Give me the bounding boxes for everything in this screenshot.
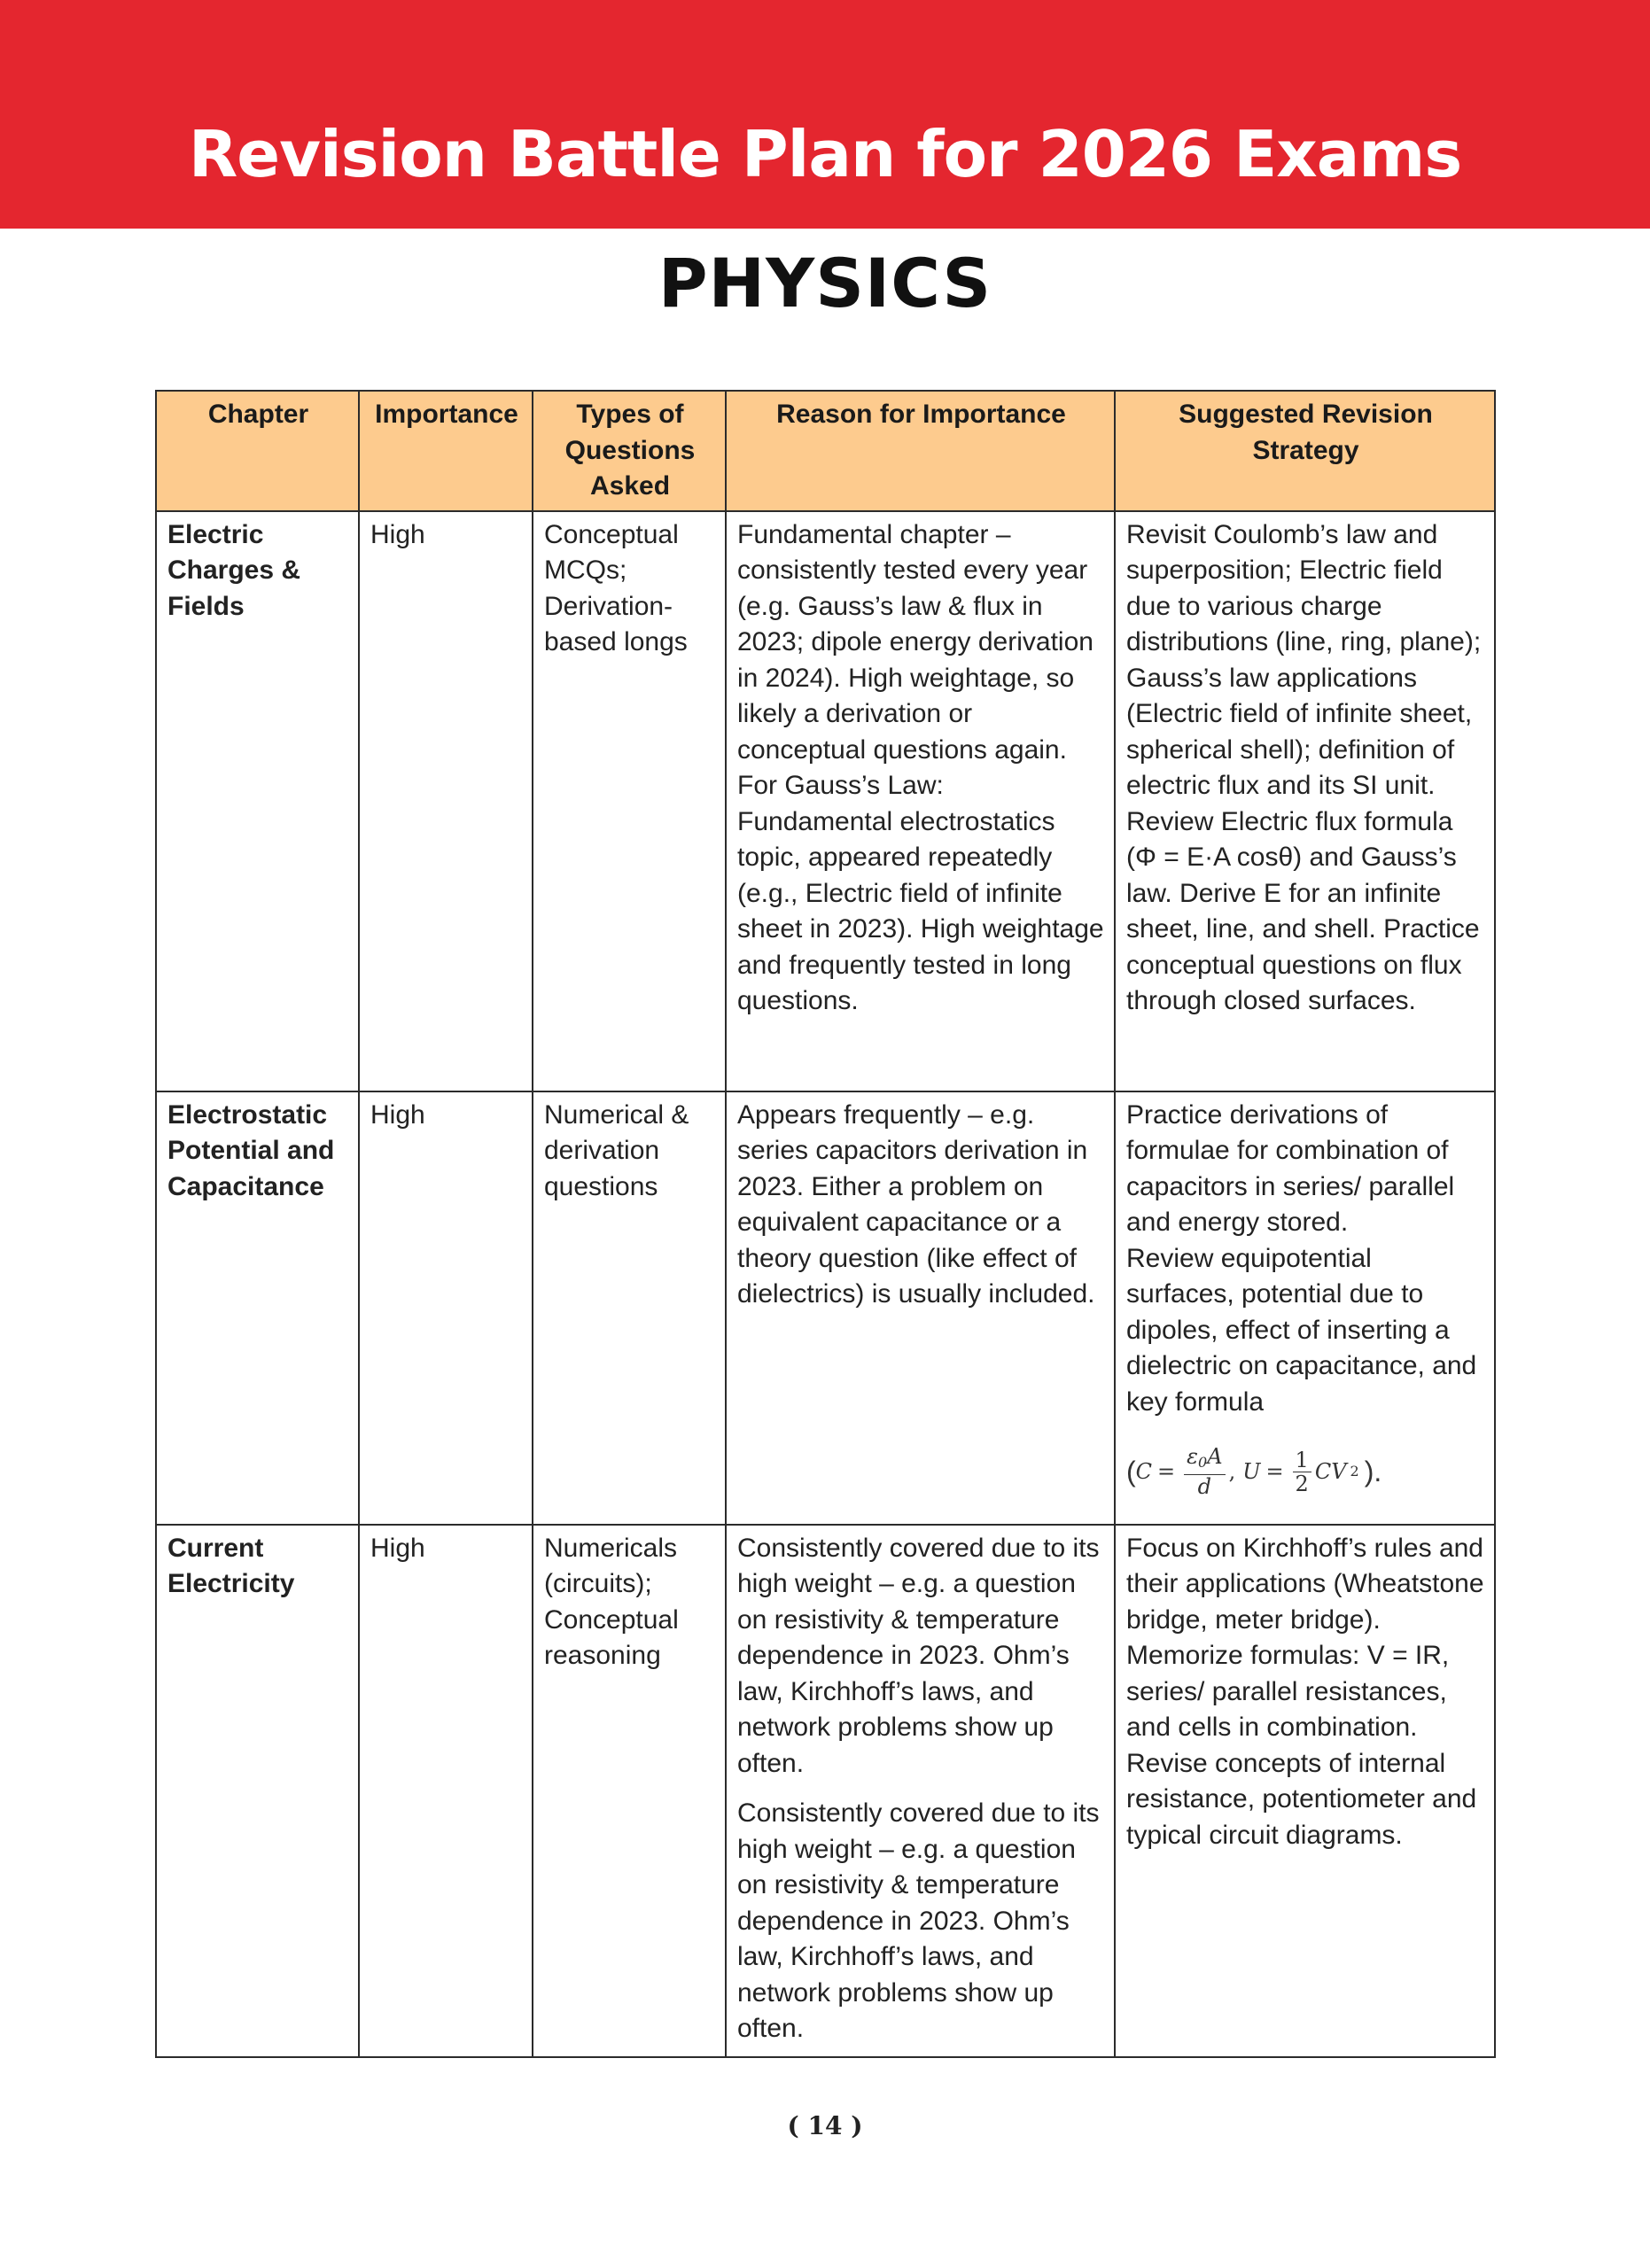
title-banner — [0, 0, 1650, 229]
column-header-chapter: Chapter — [156, 391, 359, 511]
reason-cell — [726, 1091, 1115, 1525]
subject-heading: PHYSICS — [658, 244, 992, 322]
strategy-paragraph: Revise concepts of internal resistance, potentiometer and typical circuit diagrams. — [1126, 1748, 1477, 1850]
strategy-paragraph: Focus on Kirchhoff’s rules and their applications (Wheatstone bridge, meter bridge). Memorize formulas: V = IR, series/ parallel resistances, and cells in combination. — [1126, 1533, 1484, 1742]
fraction: $\frac{1}{2}$ — [1293, 1449, 1311, 1495]
chapter-cell: Current Electricity — [156, 1525, 359, 2057]
table-header-row — [156, 391, 1495, 511]
question-types-cell: Conceptual MCQs; Derivation-based longs — [533, 511, 726, 1091]
strategy-cell — [1115, 1525, 1495, 2057]
reason-cell — [726, 1525, 1115, 2057]
reason-paragraph: Appears frequently – e.g. series capacitors derivation in 2023. Either a problem on equivalent capacitance or a theory question (like effect of dielectrics) is usually included. — [737, 1099, 1095, 1309]
chapter-cell: Electric Charges & Fields — [156, 511, 359, 1091]
importance-cell: High — [359, 1525, 533, 2057]
chapter-cell: Electrostatic Potential and Capacitance — [156, 1091, 359, 1525]
question-types-cell: Numericals (circuits); Conceptual reasoning — [533, 1525, 726, 2057]
strategy-cell — [1115, 1091, 1495, 1525]
strategy-paragraph: Review Electric flux formula (Φ = E·A cosθ) and Gauss’s law. Derive E for an infinite sheet, line, and shell. Practice conceptual questions on flux through closed surfaces. — [1126, 806, 1480, 1015]
reason-paragraph: For Gauss’s Law: Fundamental electrostatics topic, appeared repeatedly (e.g., Electric field of infinite sheet in 2023). High weightage and frequently tested in long questions. — [737, 771, 1104, 1015]
importance-cell: High — [359, 511, 533, 1091]
table-row — [156, 1525, 1495, 2057]
reason-cell — [726, 511, 1115, 1091]
revision-plan-table — [155, 390, 1496, 2058]
page-number: ( 14 ) — [787, 2111, 863, 2140]
strategy-paragraph: Revisit Coulomb’s law and superposition; Electric field due to various charge distributions (line, ring, plane); Gauss’s law applications (Electric field of infinite sheet, spherical shell); definition of electric flux and its SI unit. — [1126, 519, 1482, 800]
strategy-paragraph: Practice derivations of formulae for combination of capacitors in series/ parallel and energy stored. — [1126, 1099, 1455, 1237]
table-row — [156, 511, 1495, 1091]
strategy-paragraph: Review equipotential surfaces, potential due to dipoles, effect of inserting a dielectric on capacitance, and key formula — [1126, 1243, 1477, 1417]
reason-paragraph: Consistently covered due to its high weight – e.g. a question on resistivity & temperature dependence in 2023. Ohm’s law, Kirchhoff’s laws, and network problems show up often. — [737, 1533, 1100, 1778]
capacitance-energy-formula: ( C = $\frac{\varepsilon_0A}{d}$ , U = $\frac{1}{2}$ CV 2 ). — [1126, 1444, 1382, 1499]
reason-paragraph: Fundamental chapter – consistently tested every year (e.g. Gauss’s law & flux in 2023; dipole energy derivation in 2024). High weightage, so likely a derivation or conceptual questions again. — [737, 519, 1094, 765]
fraction: $\frac{\varepsilon_0A}{d}$ — [1184, 1445, 1225, 1498]
strategy-cell — [1115, 511, 1495, 1091]
importance-cell: High — [359, 1091, 533, 1525]
page-title: Revision Battle Plan for 2026 Exams — [188, 117, 1462, 191]
column-header-importance: Importance — [359, 391, 533, 511]
column-header-question-types: Types of Questions Asked — [533, 391, 726, 511]
question-types-cell: Numerical & derivation questions — [533, 1091, 726, 1525]
column-header-reason: Reason for Importance — [726, 391, 1115, 511]
column-header-strategy: Suggested Revision Strategy — [1115, 391, 1495, 511]
table-row — [156, 1091, 1495, 1525]
reason-paragraph: Consistently covered due to its high weight – e.g. a question on resistivity & temperature dependence in 2023. Ohm’s law, Kirchhoff’s laws, and network problems show up often. — [737, 1798, 1100, 2043]
